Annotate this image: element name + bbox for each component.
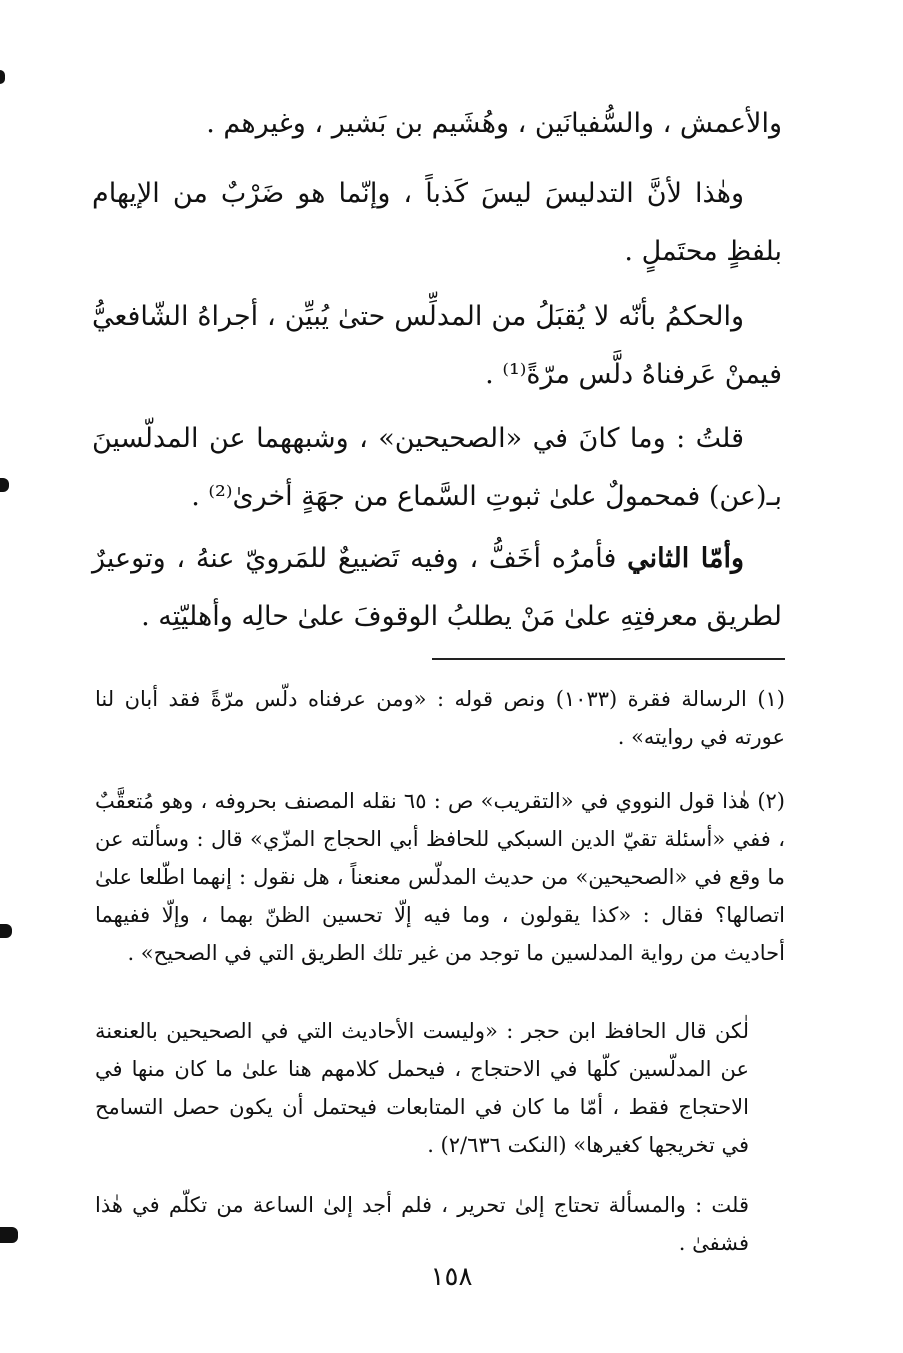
footnote-2 xyxy=(95,782,785,972)
footnote-2-paragraph-2: لٰكن قال الحافظ ابن حجر : «وليست الأحاديث التي في الصحيحين بالعنعنة عن المدلّسين كلّها في الاحتجاج ، فيحمل كلامهم هنا علىٰ ما كان منها في الاحتجاج فقط ، أمّا ما كان في المتابعات فيحتمل أن يكون حصل التسامح في تخريجها كغيرها» (النكت ٢/٦٣٦) . xyxy=(95,1019,749,1157)
footnote-2-paragraph-3: قلت : والمسألة تحتاج إلىٰ تحرير ، فلم أجد إلىٰ الساعة من تكلّم في هٰذا فشفىٰ . xyxy=(95,1193,750,1255)
paragraph-4: قلتُ : وما كانَ في «الصحيحين» ، وشبههما عن المدلّسينَ بـ(عن) فمحمولٌ علىٰ ثبوتِ السَّماع من جهَةٍ أخرىٰ⁽²⁾ . xyxy=(92,423,782,512)
paragraph-2: وهٰذا لأنَّ التدليسَ ليسَ كَذباً ، وإنّما هو ضَرْبٌ من الإيهام بلفظٍ محتَملٍ . xyxy=(92,178,782,267)
scan-edge-mark xyxy=(0,924,12,938)
footnote-separator xyxy=(432,658,785,660)
footnote-1-number: (١) xyxy=(757,687,785,711)
scan-edge-mark xyxy=(0,1227,18,1243)
paragraph-5-lead: وأمّا الثاني xyxy=(627,543,744,574)
paragraph-5 xyxy=(92,530,782,646)
footnote-1 xyxy=(95,680,785,756)
footnote-2-number: (٢) xyxy=(757,789,785,813)
paragraph-1: والأعمش ، والسُّفيانَين ، وهُشَيم بن بَشير ، وغيرهم . xyxy=(206,108,782,139)
page-number: ١٥٨ xyxy=(430,1262,473,1292)
footnote-2-text: هٰذا قول النووي في «التقريب» ص : ٦٥ نقله المصنف بحروفه ، وهو مُتعقَّبٌ ، ففي «أسئلة تقيّ الدين السبكي للحافظ أبي الحجاج المزّي» قال : وسألته عن ما وقع في «الصحيحين» من حديث المدلّس معنعناً ، هل نقول : إنهما اطّلعا علىٰ اتصالها؟ فقال : «كذا يقولون ، وما فيه إلّا تحسين الظنّ بهما ، وإلّا ففيهما أحاديث من رواية المدلسين ما توجد من غير تلك الطريق التي في الصحيح» . xyxy=(95,789,785,965)
footnote-1-text: الرسالة فقرة (١٠٣٣) ونص قوله : «ومن عرفناه دلّس مرّةً فقد أبان لنا عورته في روايته» . xyxy=(95,687,785,749)
paragraph-5-text: فأمرُه أخَفُّ ، وفيه تَضييعٌ للمَرويّ عنهُ ، وتوعيرٌ لطريق معرفتِهِ علىٰ مَنْ يطلبُ الوقوفَ علىٰ حالِه وأهليّتِه . xyxy=(92,543,782,632)
paragraph-3: والحكمُ بأنّه لا يُقبَلُ من المدلِّس حتىٰ يُبيِّن ، أجراهُ الشّافعيُّ فيمنْ عَرفناهُ دلَّس مرّةً⁽¹⁾ . xyxy=(92,301,782,390)
scan-edge-mark xyxy=(0,70,5,84)
scan-edge-mark xyxy=(0,478,9,492)
